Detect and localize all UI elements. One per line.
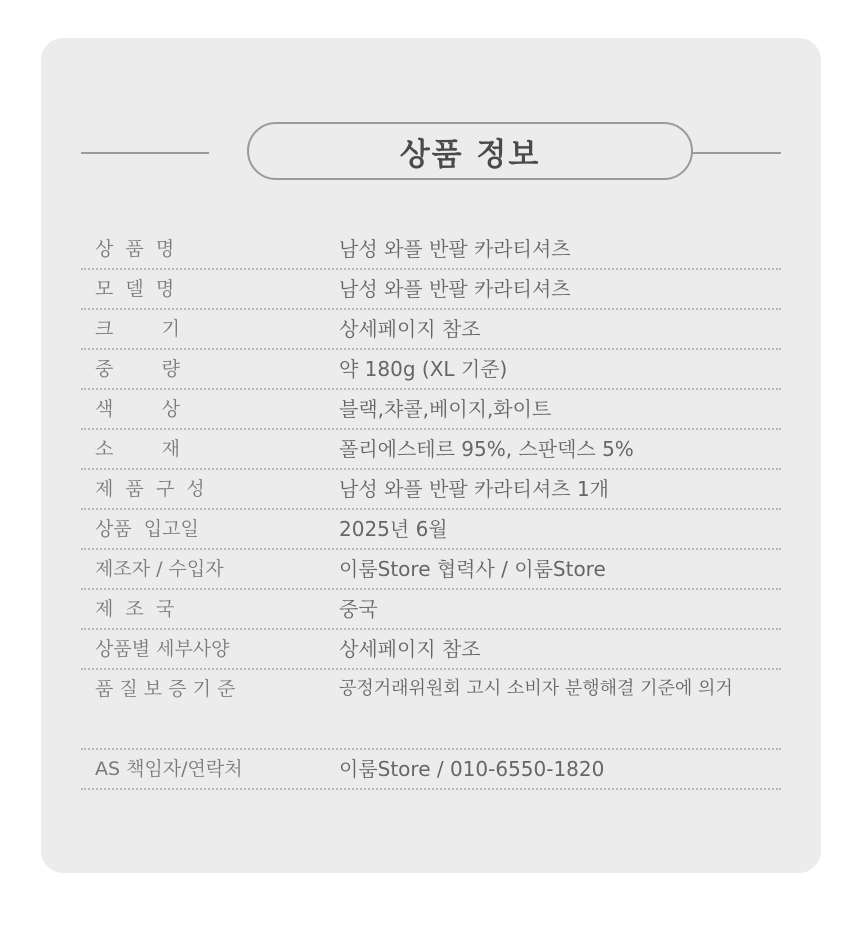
row-label: 상 품 명 (95, 238, 175, 260)
info-row-arrival-date (81, 510, 781, 550)
row-label: 소 재 (95, 438, 181, 460)
row-label: 제 조 국 (95, 598, 175, 620)
info-row-components (81, 470, 781, 510)
row-label: 중 량 (95, 358, 181, 380)
row-value: 남성 와플 반팔 카라티셔츠 (339, 277, 571, 301)
row-value: 남성 와플 반팔 카라티셔츠 (339, 237, 571, 261)
row-value: 이룸Store 협력사 / 이룸Store (339, 557, 606, 581)
header-divider-left (81, 152, 209, 154)
row-label: 모 델 명 (95, 278, 175, 300)
row-value: 상세페이지 참조 (339, 317, 481, 341)
row-value: 폴리에스테르 95%, 스판덱스 5% (339, 437, 634, 461)
row-value: 2025년 6월 (339, 517, 448, 541)
section-title-pill (247, 122, 693, 180)
row-value: 이룸Store / 010-6550-1820 (339, 757, 605, 781)
info-row-material (81, 430, 781, 470)
product-info-card (41, 38, 821, 873)
info-row-country (81, 590, 781, 630)
info-row-manufacturer (81, 550, 781, 590)
row-label: 상품별 세부사양 (95, 638, 230, 660)
section-header (81, 122, 781, 184)
row-value: 약 180g (XL 기준) (339, 357, 508, 381)
row-label: 크 기 (95, 318, 181, 340)
row-value: 남성 와플 반팔 카라티셔츠 1개 (339, 477, 609, 501)
row-value: 공정거래위원회 고시 소비자 분행해결 기준에 의거 (339, 678, 733, 699)
row-value: 블랙,챠콜,베이지,화이트 (339, 397, 552, 421)
row-value: 상세페이지 참조 (339, 637, 481, 661)
row-label: 제 품 구 성 (95, 478, 205, 500)
row-label: 색 상 (95, 398, 181, 420)
row-label: 제조자 / 수입자 (95, 558, 224, 580)
row-value: 중국 (339, 597, 378, 621)
info-row-product-name (81, 230, 781, 270)
info-row-quality-standard (81, 670, 781, 750)
info-row-color (81, 390, 781, 430)
info-row-weight (81, 350, 781, 390)
row-label: 품 질 보 증 기 준 (95, 678, 236, 700)
product-info-table (81, 230, 781, 790)
info-row-specs (81, 630, 781, 670)
row-label: 상품 입고일 (95, 518, 199, 540)
info-row-as-contact (81, 750, 781, 790)
info-row-model-name (81, 270, 781, 310)
row-label: AS 책임자/연락처 (95, 758, 243, 780)
section-title: 상품 정보 (399, 136, 541, 173)
info-row-size (81, 310, 781, 350)
